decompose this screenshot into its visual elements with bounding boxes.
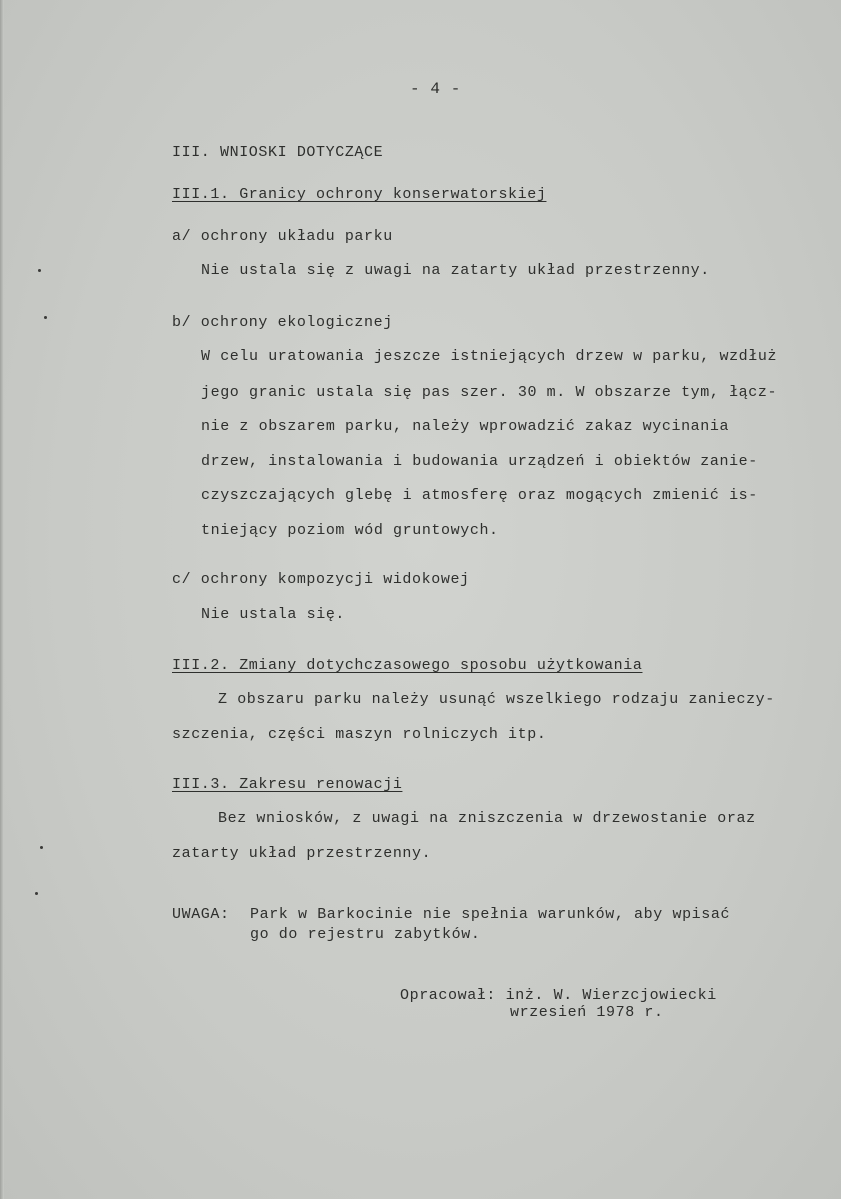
item-b-line: tniejący poziom wód gruntowych. (201, 522, 499, 539)
section-2-title: III.2. Zmiany dotychczasowego sposobu użytkowania (172, 657, 643, 674)
scan-speck (38, 269, 41, 272)
section-2-line: Z obszaru parku należy usunąć wszelkiego rodzaju zanieczy- (218, 691, 775, 708)
item-b-label: b/ ochrony ekologicznej (172, 314, 393, 331)
scan-edge-shadow (0, 0, 4, 1199)
section-3-line: Bez wniosków, z uwagi na zniszczenia w drzewostanie oraz (218, 810, 756, 827)
section-3-line: zatarty układ przestrzenny. (172, 845, 432, 862)
note-label: UWAGA: (172, 906, 230, 923)
item-b-line: nie z obszarem parku, należy wprowadzić zakaz wycinania (201, 418, 730, 435)
signature-author: Opracował: inż. W. Wierzcjowiecki (400, 987, 717, 1004)
item-a-label: a/ ochrony układu parku (172, 228, 393, 245)
scan-speck (40, 846, 43, 849)
section-3-title: III.3. Zakresu renowacji (172, 776, 403, 793)
item-b-line: czyszczających glebę i atmosferę oraz mogących zmienić is- (201, 487, 758, 504)
item-c-text: Nie ustala się. (201, 606, 346, 623)
item-b-line: jego granic ustala się pas szer. 30 m. W obszarze tym, łącz- (201, 384, 778, 401)
scan-speck (44, 316, 47, 319)
scan-speck (35, 892, 38, 895)
item-b-line: W celu uratowania jeszcze istniejących drzew w parku, wzdłuż (201, 348, 778, 365)
section-heading: III. WNIOSKI DOTYCZĄCE (172, 144, 384, 161)
section-1-title: III.1. Granicy ochrony konserwatorskiej (172, 186, 547, 203)
section-2-line: szczenia, części maszyn rolniczych itp. (172, 726, 547, 743)
item-c-label: c/ ochrony kompozycji widokowej (172, 571, 470, 588)
note-line: Park w Barkocinie nie spełnia warunków, aby wpisać (250, 906, 731, 923)
item-b-line: drzew, instalowania i budowania urządzeń i obiektów zanie- (201, 453, 758, 470)
item-a-text: Nie ustala się z uwagi na zatarty układ przestrzenny. (201, 262, 710, 279)
note-line: go do rejestru zabytków. (250, 926, 481, 943)
signature-date: wrzesień 1978 r. (510, 1004, 664, 1021)
page-number: - 4 - (410, 80, 462, 98)
